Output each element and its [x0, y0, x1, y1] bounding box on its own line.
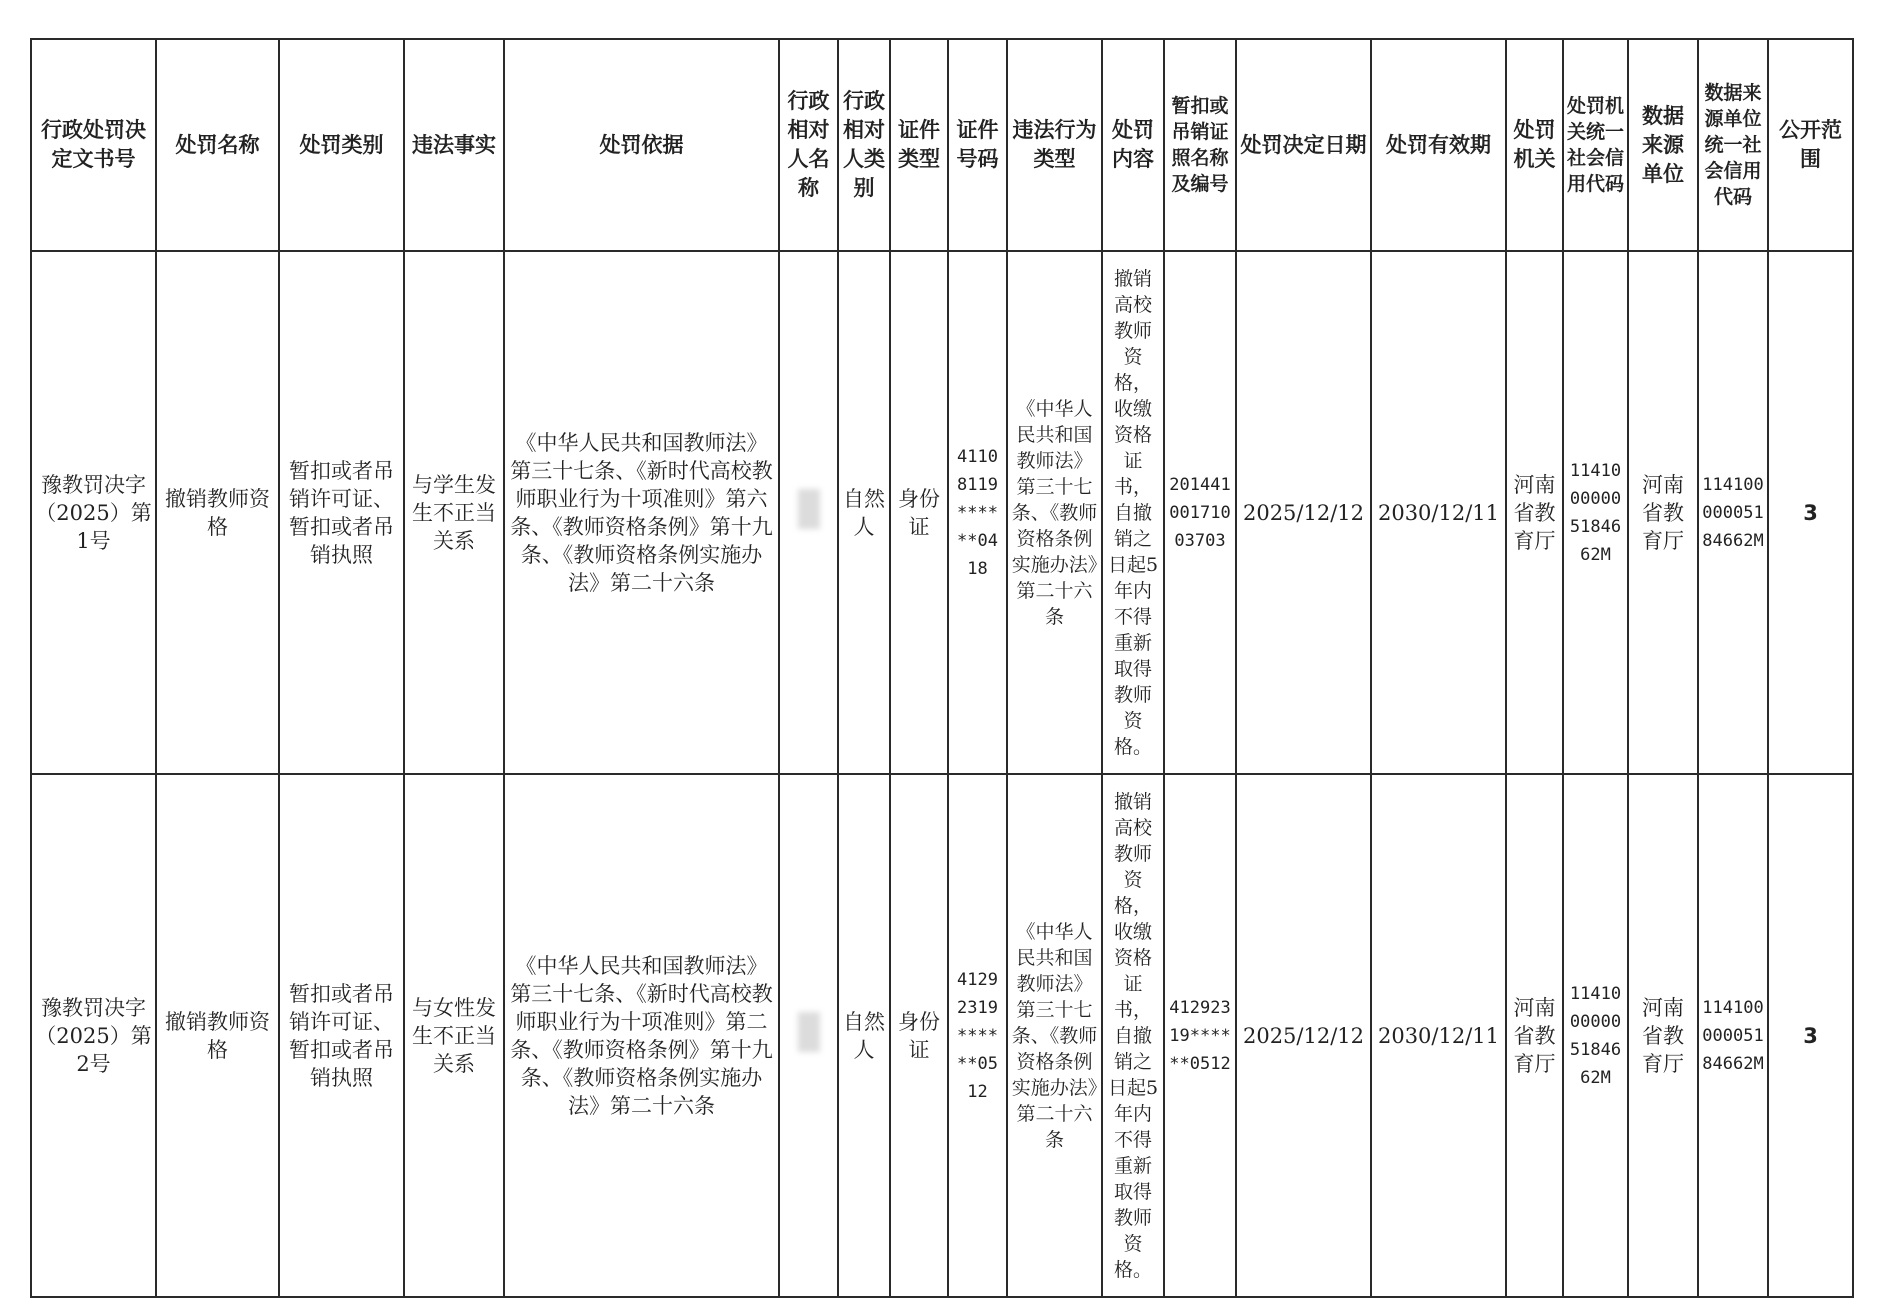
cell-authority: 河南省教育厅: [1506, 774, 1563, 1297]
cell-doc-no: 豫教罚决字（2025）第1号: [31, 251, 156, 774]
cell-violation-type: 《中华人民共和国教师法》第三十七条、《教师资格条例实施办法》第二十六条: [1007, 251, 1102, 774]
header-source: 数据来源单位: [1628, 39, 1698, 251]
cell-id-no: 41292319******0512: [948, 774, 1007, 1297]
cell-valid-until: 2030/12/11: [1371, 251, 1506, 774]
header-source-code: 数据来源单位统一社会信用代码: [1698, 39, 1768, 251]
cell-content: 撤销高校教师资格，收缴资格证书，自撤销之日起5年内不得重新取得教师资格。: [1102, 774, 1164, 1297]
header-id-no: 证件号码: [948, 39, 1007, 251]
table-row: [31, 774, 1853, 1297]
header-party-name: 行政相对人名称: [779, 39, 838, 251]
cell-decision-date: 2025/12/12: [1236, 251, 1371, 774]
cell-category: 暂扣或者吊销许可证、暂扣或者吊销执照: [279, 251, 404, 774]
cell-decision-date: 2025/12/12: [1236, 774, 1371, 1297]
header-party-type: 行政相对人类别: [838, 39, 890, 251]
cell-source: 河南省教育厅: [1628, 251, 1698, 774]
cell-authority-code: 11410000005184662M: [1563, 774, 1628, 1297]
cell-party-name: [779, 774, 838, 1297]
header-basis: 处罚依据: [504, 39, 779, 251]
cell-name: 撤销教师资格: [156, 774, 279, 1297]
cell-party-name: [779, 251, 838, 774]
header-license: 暂扣或吊销证照名称及编号: [1164, 39, 1236, 251]
header-decision-date: 处罚决定日期: [1236, 39, 1371, 251]
header-fact: 违法事实: [404, 39, 504, 251]
header-doc-no: 行政处罚决定文书号: [31, 39, 156, 251]
table-row: [31, 251, 1853, 774]
cell-fact: 与学生发生不正当关系: [404, 251, 504, 774]
cell-id-no: 41108119******0418: [948, 251, 1007, 774]
header-row: [31, 39, 1853, 251]
header-authority-code: 处罚机关统一社会信用代码: [1563, 39, 1628, 251]
cell-source-code: 11410000005184662M: [1698, 774, 1768, 1297]
redacted-name: [798, 1012, 820, 1052]
header-authority: 处罚机关: [1506, 39, 1563, 251]
cell-name: 撤销教师资格: [156, 251, 279, 774]
cell-basis: 《中华人民共和国教师法》第三十七条、《新时代高校教师职业行为十项准则》第二条、《教师资格条例》第十九条、《教师资格条例实施办法》第二十六条: [504, 774, 779, 1297]
cell-id-type: 身份证: [890, 251, 948, 774]
cell-basis: 《中华人民共和国教师法》第三十七条、《新时代高校教师职业行为十项准则》第六条、《教师资格条例》第十九条、《教师资格条例实施办法》第二十六条: [504, 251, 779, 774]
cell-source: 河南省教育厅: [1628, 774, 1698, 1297]
cell-license: 41292319******0512: [1164, 774, 1236, 1297]
cell-category: 暂扣或者吊销许可证、暂扣或者吊销执照: [279, 774, 404, 1297]
cell-authority: 河南省教育厅: [1506, 251, 1563, 774]
header-scope: 公开范围: [1768, 39, 1853, 251]
header-violation-type: 违法行为类型: [1007, 39, 1102, 251]
header-name: 处罚名称: [156, 39, 279, 251]
cell-id-type: 身份证: [890, 774, 948, 1297]
cell-party-type: 自然人: [838, 774, 890, 1297]
cell-source-code: 11410000005184662M: [1698, 251, 1768, 774]
cell-content: 撤销高校教师资格，收缴资格证书，自撤销之日起5年内不得重新取得教师资格。: [1102, 251, 1164, 774]
cell-authority-code: 11410000005184662M: [1563, 251, 1628, 774]
cell-license: 20144100171003703: [1164, 251, 1236, 774]
header-valid-until: 处罚有效期: [1371, 39, 1506, 251]
cell-scope: 3: [1768, 774, 1853, 1297]
cell-doc-no: 豫教罚决字（2025）第2号: [31, 774, 156, 1297]
cell-violation-type: 《中华人民共和国教师法》第三十七条、《教师资格条例实施办法》第二十六条: [1007, 774, 1102, 1297]
header-content: 处罚内容: [1102, 39, 1164, 251]
cell-scope: 3: [1768, 251, 1853, 774]
header-id-type: 证件类型: [890, 39, 948, 251]
redacted-name: [798, 489, 820, 529]
cell-fact: 与女性发生不正当关系: [404, 774, 504, 1297]
penalty-table: [30, 38, 1854, 1298]
cell-party-type: 自然人: [838, 251, 890, 774]
header-category: 处罚类别: [279, 39, 404, 251]
cell-valid-until: 2030/12/11: [1371, 774, 1506, 1297]
